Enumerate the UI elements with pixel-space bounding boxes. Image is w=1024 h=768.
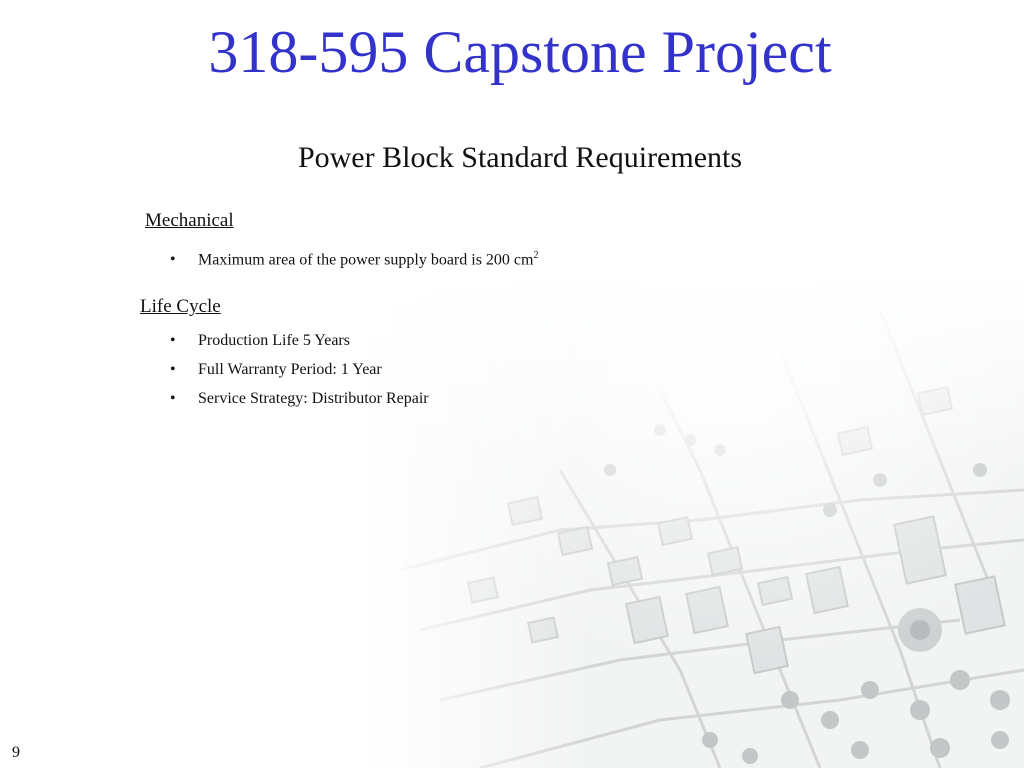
section-heading-mechanical: Mechanical: [145, 210, 234, 231]
list-item: [170, 355, 429, 384]
list-item: [170, 384, 429, 413]
slide-title: 318-595 Capstone Project: [208, 19, 832, 85]
list-item-text: Maximum area of the power supply board is 200 cm: [198, 251, 534, 269]
section-heading-life-cycle: Life Cycle: [140, 296, 221, 317]
bullet-icon: •: [170, 361, 176, 378]
superscript-text: 2: [533, 250, 539, 261]
list-item-text: Production Life 5 Years: [198, 332, 350, 349]
mechanical-list: [170, 241, 538, 270]
list-item: [170, 241, 538, 270]
bullet-icon: •: [170, 251, 176, 269]
list-item-text: Service Strategy: Distributor Repair: [198, 390, 429, 407]
page-number: 9: [12, 744, 20, 761]
list-item: [170, 326, 429, 355]
circuit-board-background-image: [360, 270, 1024, 768]
bullet-icon: •: [170, 332, 176, 349]
bullet-icon: •: [170, 390, 176, 407]
life-cycle-list: [170, 326, 429, 413]
list-item-text: Full Warranty Period: 1 Year: [198, 361, 382, 378]
slide-subtitle: Power Block Standard Requirements: [297, 141, 743, 174]
